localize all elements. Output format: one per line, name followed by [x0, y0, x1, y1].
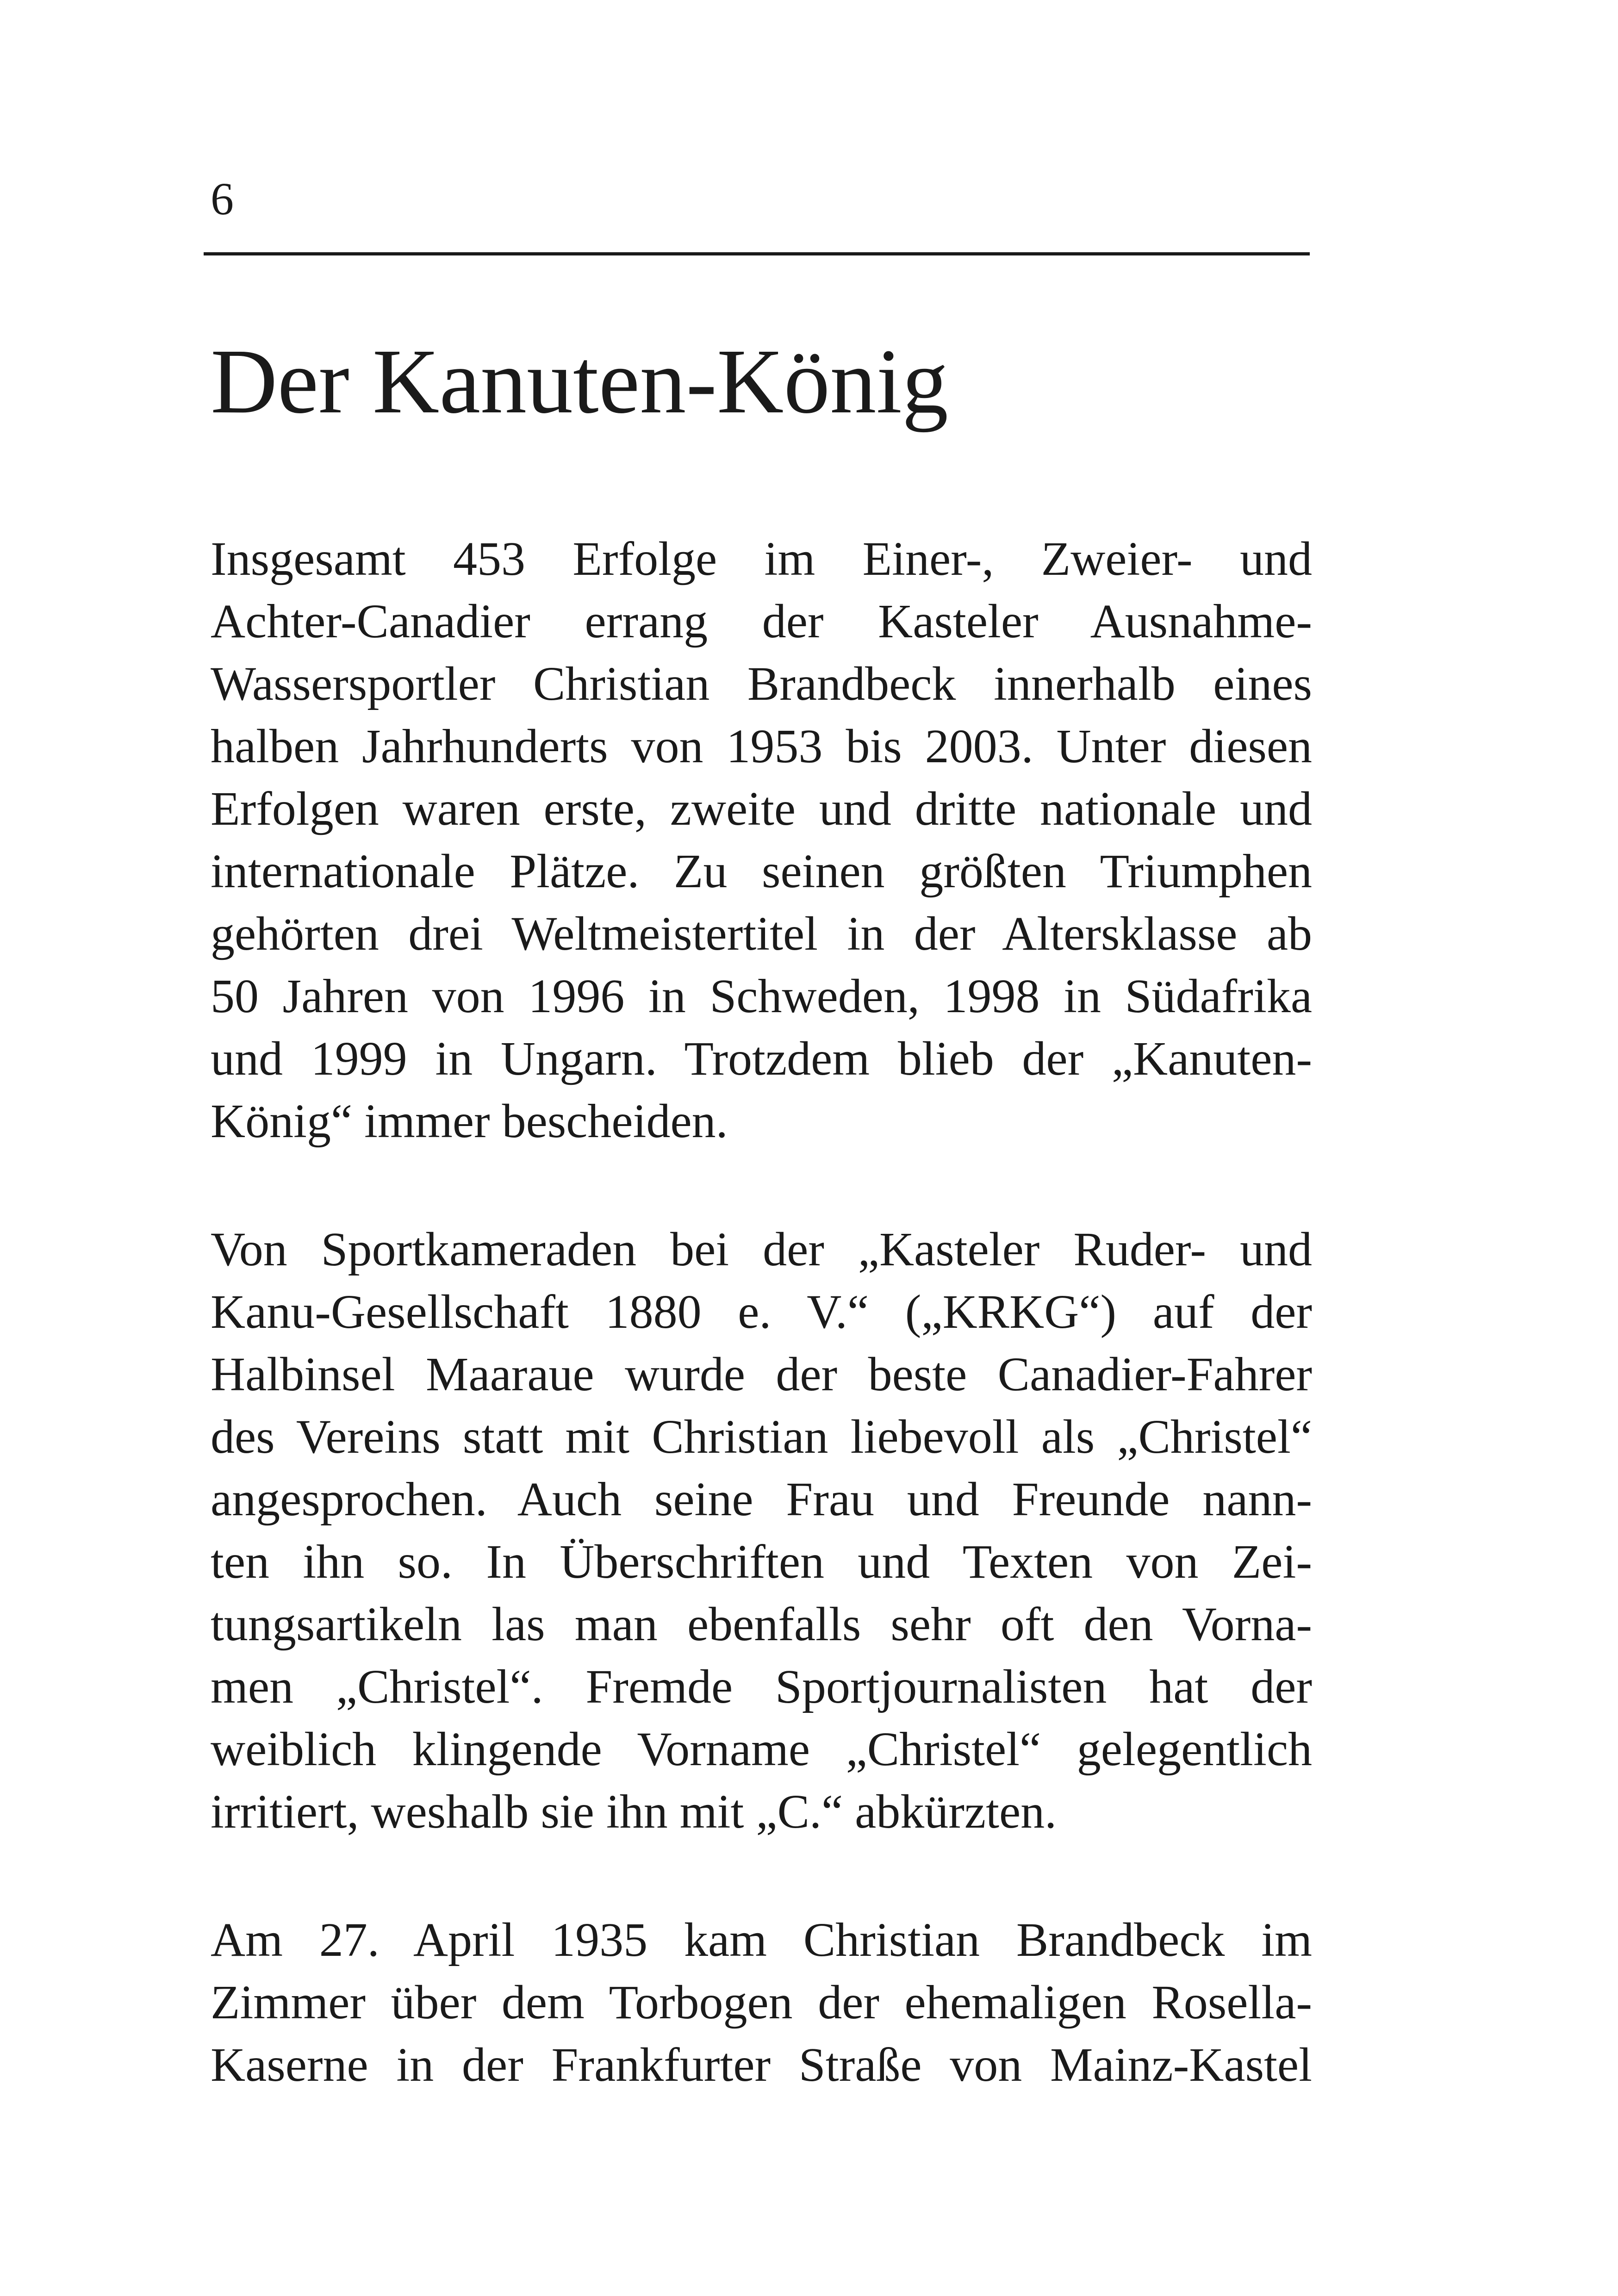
text-line: des Vereins statt mit Christian liebevoll als „Christel“ [211, 1410, 1312, 1463]
text-line: halben Jahrhunderts von 1953 bis 2003. Unter diesen [211, 720, 1312, 773]
text-line: ten ihn so. In Überschriften und Texten von Zei- [211, 1535, 1312, 1588]
text-line: 50 Jahren von 1996 in Schweden, 1998 in Südafrika [211, 970, 1312, 1023]
text-line: weiblich klingende Vorname „Christel“ gelegentlich [211, 1723, 1312, 1776]
text-line: Kanu-Gesellschaft 1880 e. V.“ („KRKG“) auf der [211, 1285, 1312, 1338]
paragraph-3 [211, 1909, 1312, 2096]
text-line: tungsartikeln las man ebenfalls sehr oft den Vorna- [211, 1598, 1312, 1651]
text-line: Halbinsel Maaraue wurde der beste Canadier-Fahrer [211, 1348, 1312, 1401]
text-line: irritiert, weshalb sie ihn mit „C.“ abkürzten. [211, 1785, 1057, 1838]
paragraph-2 [211, 1218, 1312, 1843]
page-number: 6 [211, 173, 234, 224]
text-line: Erfolgen waren erste, zweite und dritte nationale und [211, 782, 1312, 835]
chapter-title: Der Kanuten-König [211, 330, 948, 433]
body-text [211, 528, 1312, 2162]
text-line: Achter-Canadier errang der Kasteler Ausnahme- [211, 595, 1312, 648]
text-line: Kaserne in der Frankfurter Straße von Mainz-Kastel [211, 2038, 1312, 2091]
text-line: König“ immer bescheiden. [211, 1095, 728, 1148]
text-line: Wassersportler Christian Brandbeck innerhalb eines [211, 657, 1312, 710]
text-line: Zimmer über dem Torbogen der ehemaligen Rosella- [211, 1976, 1312, 2029]
text-line: men „Christel“. Fremde Sportjournalisten hat der [211, 1660, 1312, 1713]
text-line: internationale Plätze. Zu seinen größten Triumphen [211, 845, 1312, 898]
text-line: gehörten drei Weltmeistertitel in der Altersklasse ab [211, 907, 1312, 960]
text-line: Von Sportkameraden bei der „Kasteler Ruder- und [211, 1223, 1312, 1276]
text-line: Am 27. April 1935 kam Christian Brandbeck im [211, 1913, 1312, 1966]
text-line: Insgesamt 453 Erfolge im Einer-, Zweier- und [211, 532, 1312, 585]
header-rule [204, 252, 1310, 255]
paragraph-1 [211, 528, 1312, 1152]
text-line: und 1999 in Ungarn. Trotzdem blieb der „Kanuten- [211, 1032, 1312, 1085]
text-line: angesprochen. Auch seine Frau und Freunde nann- [211, 1473, 1312, 1526]
